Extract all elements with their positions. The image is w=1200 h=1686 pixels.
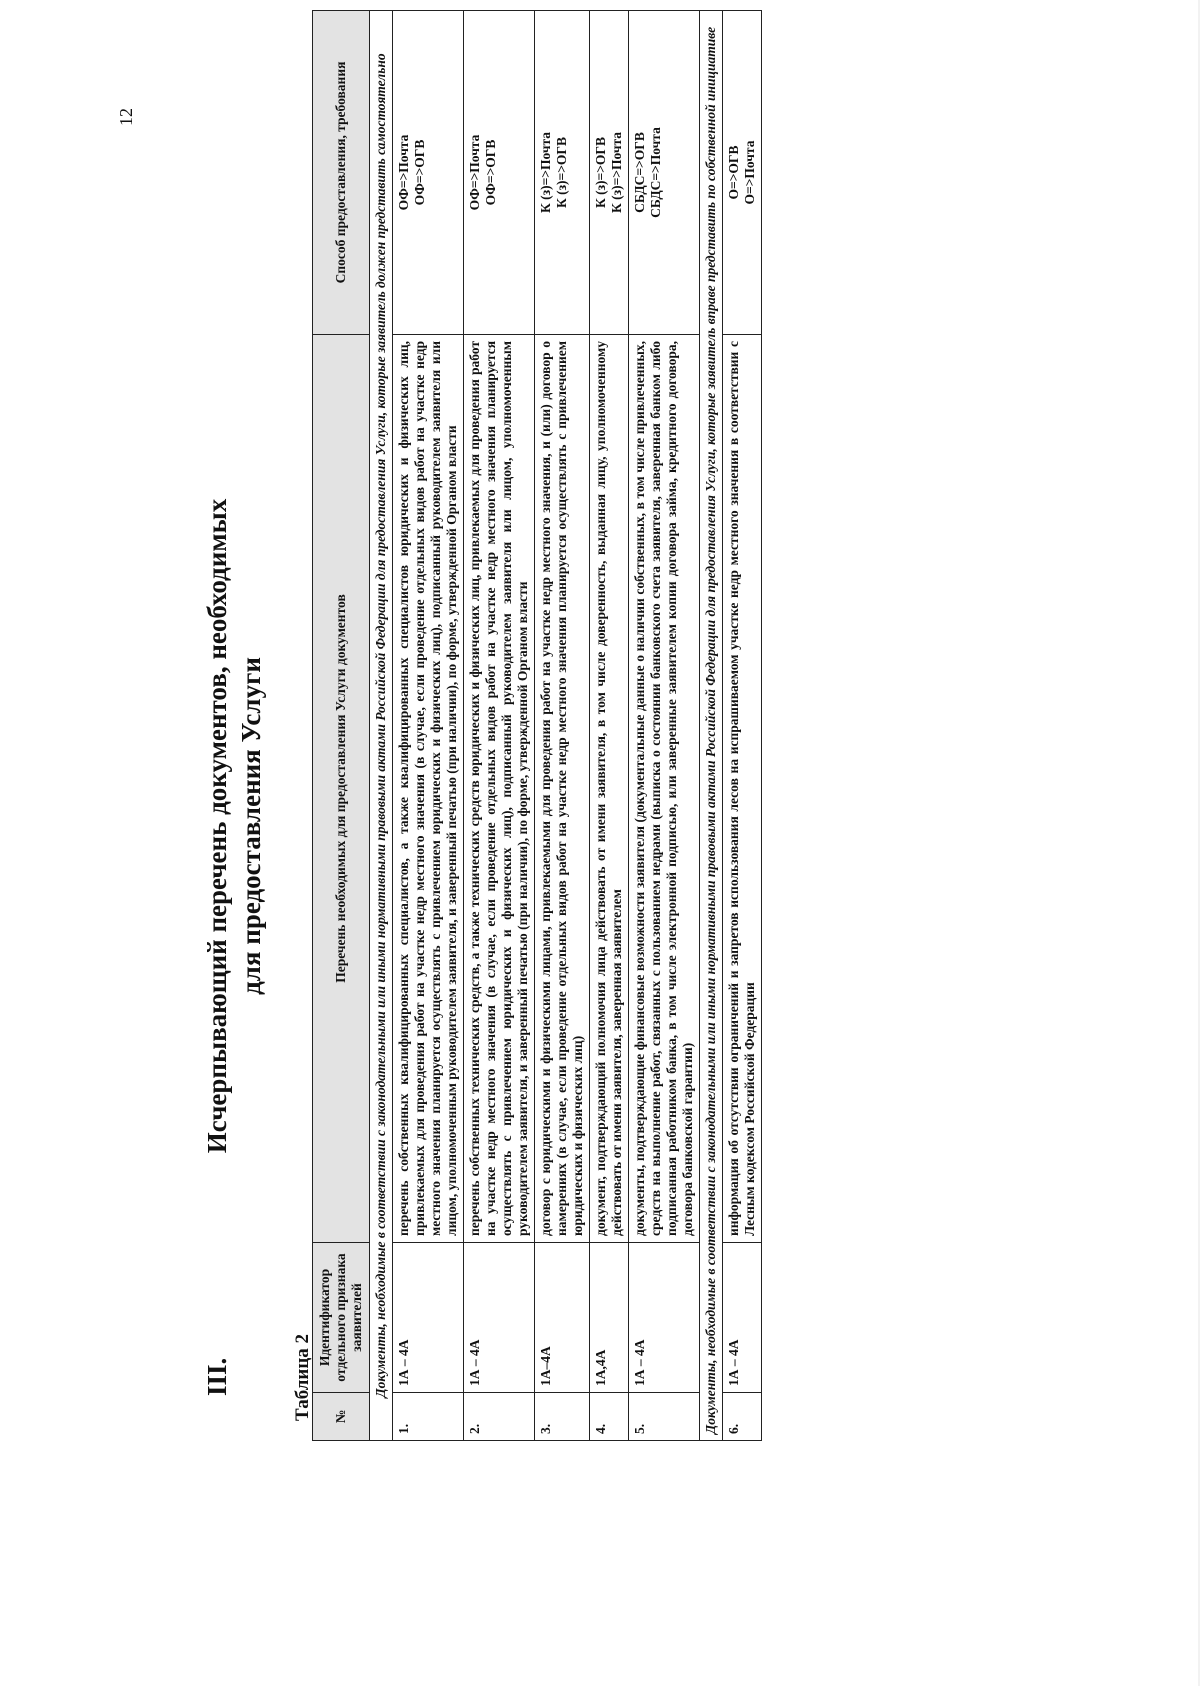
row-identifier: 1А–4А: [535, 1243, 590, 1393]
row-identifier: 1А – 4А: [393, 1243, 464, 1393]
row-number: 2.: [464, 1393, 535, 1441]
section-heading: [200, 326, 268, 1396]
row-submission-method: О=>ОГВ О=>Почта: [723, 11, 762, 335]
row-submission-method: К (з)=>ОГВ К (з)=>Почта: [590, 11, 629, 335]
row-identifier: 1А,4А: [590, 1243, 629, 1393]
row-submission-method: К (з)=>Почта К (з)=>ОГВ: [535, 11, 590, 335]
row-document-text: документ, подтверждающий полномочия лица действовать от имени заявителя, в том числе доверенность, выданная лицу, уполномоченному действовать от имени заявителя, заверенная заявителем: [590, 335, 629, 1243]
row-number: 6.: [723, 1393, 762, 1441]
row-submission-method: ОФ=>Почта ОФ=>ОГВ: [393, 11, 464, 335]
section-title-line-1: Исчерпывающий перечень документов, необходимых: [202, 498, 232, 1154]
row-identifier: 1А – 4А: [464, 1243, 535, 1393]
page-number: 12: [116, 108, 136, 126]
row-document-text: документы, подтверждающие финансовые возможности заявителя (документальные данные о наличии собственных, в том числе привлеченных, средств на выполнение работ, связанных с пользованием недрами (выписка о состоянии банковского счета заявителя, заверенная банком либо подписанная работником банка, в том числе электронной подписью, или заверенные заявителем копии договора займа, кредитного договора, договора банковской гарантии): [629, 335, 700, 1243]
row-document-text: информация об отсутствии ограничений и запретов использования лесов на испрашиваемом участке недр местного значения в соответствии с Лесным кодексом Российской Федерации: [723, 335, 762, 1243]
table-row: [393, 11, 464, 1441]
header-document-list: Перечень необходимых для предоставления Услуги документов: [313, 335, 370, 1243]
header-identifier: Идентификатор отдельного признака заявителей: [313, 1243, 370, 1393]
table-row: [590, 11, 629, 1441]
section-title-line-2: для предоставления Услуги: [236, 657, 266, 995]
row-submission-method: ОФ=>Почта ОФ=>ОГВ: [464, 11, 535, 335]
table-section-row: [370, 11, 393, 1441]
row-number: 3.: [535, 1393, 590, 1441]
table-caption: Таблица 2: [292, 1333, 313, 1421]
row-number: 4.: [590, 1393, 629, 1441]
table-row: [464, 11, 535, 1441]
table-row: [629, 11, 700, 1441]
section-number: III.: [202, 1357, 232, 1396]
row-number: 5.: [629, 1393, 700, 1441]
row-identifier: 1А – 4А: [629, 1243, 700, 1393]
documents-table: [312, 10, 762, 1441]
row-identifier: 1А – 4А: [723, 1243, 762, 1393]
row-document-text: перечень собственных технических средств, а также технических средств юридических и физических лиц, привлекаемых для проведения работ на участке недр местного значения (в случае, если проведение отдельных видов работ на участке недр местного значения планируется осуществлять с привлечением юридических и физических лиц), подписанный руководителем заявителя или лицом, уполномоченным руководителем заявителя, и заверенный печатью (при наличии), по форме, утвержденной Органом власти: [464, 335, 535, 1243]
row-document-text: договор с юридическими и физическими лицами, привлекаемыми для проведения работ на участке недр местного значения, и (или) договор о намерениях (в случае, если проведение отдельных видов работ на участке недр местного значения планируется осуществлять с привлечением юридических и физических лиц): [535, 335, 590, 1243]
table-section-row: [700, 11, 723, 1441]
table-row: [535, 11, 590, 1441]
header-num: №: [313, 1393, 370, 1441]
section-mandatory-documents: Документы, необходимые в соответствии с законодательными или иными нормативными правовыми актами Российской Федерации для предоставления Услуги, которые заявитель должен представить самостоятельно: [370, 11, 393, 1441]
row-number: 1.: [393, 1393, 464, 1441]
section-optional-documents: Документы, необходимые в соответствии с законодательными или иными нормативными правовыми актами Российской Федерации для предоставления Услуги, которые заявитель вправе представить по собственной инициативе: [700, 11, 723, 1441]
row-submission-method: СБДС=>ОГВ СБДС=>Почта: [629, 11, 700, 335]
table-row: [723, 11, 762, 1441]
table-header-row: [313, 11, 370, 1441]
header-submission-method: Способ предоставления, требования: [313, 11, 370, 335]
row-document-text: перечень собственных квалифицированных специалистов, а также квалифицированных специалистов юридических и физических лиц, привлекаемых для проведения работ на участке недр местного значения (в случае, если проведение отдельных видов работ на участке недр местного значения планируется осуществлять с привлечением юридических и физических лиц), подписанный руководителем заявителя или лицом, уполномоченным руководителем заявителя, и заверенный печатью (при наличии), по форме, утвержденной Органом власти: [393, 335, 464, 1243]
